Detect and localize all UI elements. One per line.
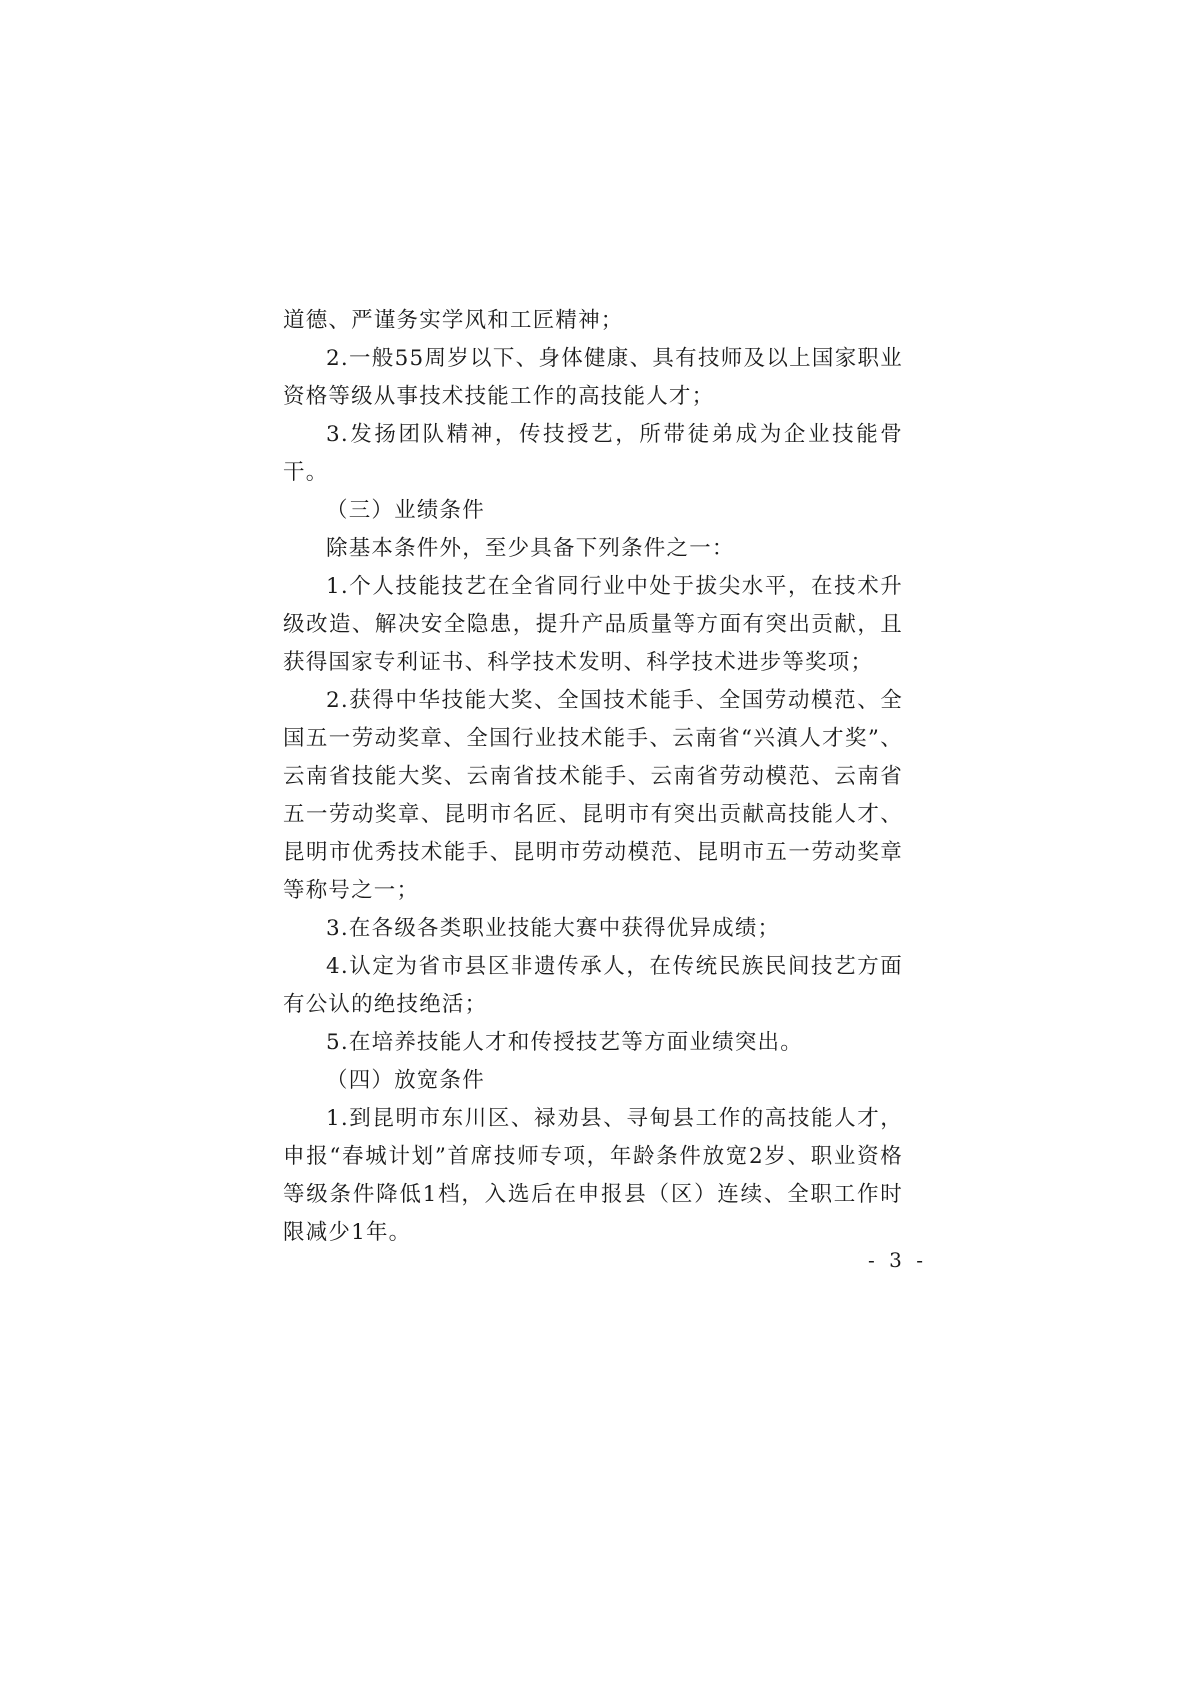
paragraph-performance-5: 5.在培养技能人才和传授技艺等方面业绩突出。 (326, 1030, 803, 1055)
paragraph-performance-4: 4.认定为省市县区非遗传承人，在传统民族民间技艺方面有公认的绝技绝活； (283, 954, 903, 1017)
page-number: - 3 - (868, 1248, 927, 1272)
document-body (283, 302, 903, 1252)
paragraph-item-3: 3.发扬团队精神，传技授艺，所带徒弟成为企业技能骨干。 (283, 422, 903, 485)
paragraph-relaxed-1: 1.到昆明市东川区、禄劝县、寻甸县工作的高技能人才，申报“春城计划”首席技师专项，年龄条件放宽2岁、职业资格等级条件降低1档，入选后在申报县（区）连续、全职工作时限减少1年。 (283, 1106, 903, 1245)
paragraph-performance-3: 3.在各级各类职业技能大赛中获得优异成绩； (326, 916, 781, 941)
paragraph-continuation: 道德、严谨务实学风和工匠精神； (283, 308, 624, 333)
paragraph-performance-1: 1.个人技能技艺在全省同行业中处于拔尖水平，在技术升级改造、解决安全隐患，提升产品质量等方面有突出贡献，且获得国家专利证书、科学技术发明、科学技术进步等奖项； (283, 574, 903, 675)
paragraph-intro: 除基本条件外，至少具备下列条件之一： (326, 536, 735, 561)
paragraph-item-2: 2.一般55周岁以下、身体健康、具有技师及以上国家职业资格等级从事技术技能工作的高技能人才； (283, 346, 903, 409)
section-heading-performance: （三）业绩条件 (326, 498, 485, 523)
paragraph-performance-2: 2.获得中华技能大奖、全国技术能手、全国劳动模范、全国五一劳动奖章、全国行业技术能手、云南省“兴滇人才奖”、云南省技能大奖、云南省技术能手、云南省劳动模范、云南省五一劳动奖章、昆明市名匠、昆明市有突出贡献高技能人才、昆明市优秀技术能手、昆明市劳动模范、昆明市五一劳动奖章等称号之一； (283, 688, 903, 903)
section-heading-relaxed: （四）放宽条件 (326, 1068, 485, 1093)
